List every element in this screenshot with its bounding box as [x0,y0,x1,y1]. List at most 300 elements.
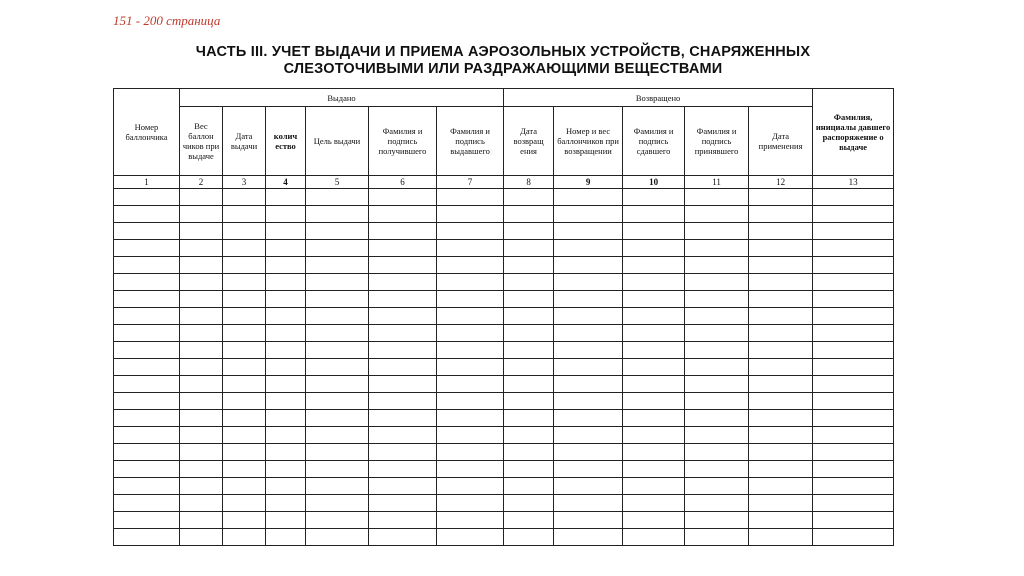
table-cell [369,461,437,478]
table-cell [554,427,623,444]
table-cell [114,257,180,274]
table-cell [437,189,504,206]
column-number: 8 [504,176,554,189]
table-cell [306,444,369,461]
col-header-2: Вес баллон чиков при выдаче [180,107,223,176]
table-cell [223,342,266,359]
table-cell [369,257,437,274]
table-cell [623,495,685,512]
table-cell [180,342,223,359]
table-cell [437,274,504,291]
table-cell [813,325,894,342]
table-cell [223,478,266,495]
table-cell [813,393,894,410]
table-cell [266,427,306,444]
table-cell [369,291,437,308]
table-cell [306,274,369,291]
table-cell [813,342,894,359]
table-cell [685,257,749,274]
table-cell [180,206,223,223]
table-cell [504,410,554,427]
table-cell [306,495,369,512]
table-cell [623,376,685,393]
column-number: 7 [437,176,504,189]
table-cell [813,495,894,512]
table-cell [685,376,749,393]
table-cell [266,529,306,546]
table-cell [180,512,223,529]
table-cell [306,325,369,342]
table-cell [437,495,504,512]
table-cell [623,512,685,529]
table-cell [623,308,685,325]
table-cell [749,478,813,495]
table-cell [114,291,180,308]
table-cell [437,308,504,325]
table-cell [306,376,369,393]
table-cell [306,359,369,376]
table-cell [266,206,306,223]
table-cell [749,189,813,206]
table-cell [180,291,223,308]
table-cell [554,393,623,410]
table-cell [623,393,685,410]
table-cell [114,495,180,512]
table-cell [180,427,223,444]
table-cell [554,257,623,274]
table-row [114,529,894,546]
table-cell [813,461,894,478]
table-cell [554,342,623,359]
table-cell [114,427,180,444]
col-header-3: Дата выдачи [223,107,266,176]
table-cell [180,529,223,546]
table-cell [504,223,554,240]
table-cell [813,223,894,240]
table-cell [504,342,554,359]
table-cell [554,291,623,308]
table-cell [813,291,894,308]
table-cell [180,189,223,206]
table-cell [623,478,685,495]
table-cell [554,240,623,257]
col-header-5: Цель выдачи [306,107,369,176]
table-row [114,461,894,478]
table-cell [306,427,369,444]
column-number: 3 [223,176,266,189]
col-header-7: Фамилия и подпись выдавшего [437,107,504,176]
table-cell [623,529,685,546]
table-cell [554,444,623,461]
table-cell [437,206,504,223]
table-cell [437,325,504,342]
table-cell [813,427,894,444]
column-number: 2 [180,176,223,189]
table-cell [437,512,504,529]
table-cell [369,274,437,291]
table-cell [114,342,180,359]
table-row [114,189,894,206]
table-cell [504,257,554,274]
table-cell [266,240,306,257]
table-cell [504,308,554,325]
table-cell [223,189,266,206]
table-cell [223,461,266,478]
table-cell [180,478,223,495]
table-cell [685,189,749,206]
table-cell [813,240,894,257]
table-cell [685,512,749,529]
table-cell [554,495,623,512]
table-cell [306,512,369,529]
table-cell [306,240,369,257]
table-cell [437,410,504,427]
table-row [114,512,894,529]
table-cell [266,410,306,427]
table-cell [813,376,894,393]
col-header-11: Фамилия и подпись принявшего [685,107,749,176]
table-cell [623,410,685,427]
table-cell [554,461,623,478]
table-cell [504,512,554,529]
table-cell [623,427,685,444]
table-cell [749,529,813,546]
table-cell [114,274,180,291]
table-cell [749,240,813,257]
column-number: 9 [554,176,623,189]
table-cell [504,325,554,342]
table-cell [306,257,369,274]
table-row [114,291,894,308]
table-cell [306,342,369,359]
table-cell [223,444,266,461]
table-cell [623,257,685,274]
table-cell [749,223,813,240]
table-cell [306,529,369,546]
group-header-returned: Возвращено [504,89,813,107]
table-row [114,427,894,444]
column-number: 1 [114,176,180,189]
table-cell [266,376,306,393]
ledger-body [114,189,894,546]
table-cell [813,410,894,427]
table-cell [369,444,437,461]
table-cell [114,325,180,342]
table-cell [369,342,437,359]
table-cell [437,478,504,495]
table-cell [306,308,369,325]
column-number: 5 [306,176,369,189]
table-cell [114,189,180,206]
col-header-9: Номер и вес баллончиков при возвращении [554,107,623,176]
col-header-10: Фамилия и подпись сдавшего [623,107,685,176]
table-cell [306,223,369,240]
table-cell [554,359,623,376]
table-row [114,393,894,410]
table-cell [623,342,685,359]
table-cell [437,257,504,274]
table-cell [223,495,266,512]
table-cell [266,359,306,376]
table-cell [813,478,894,495]
column-number: 12 [749,176,813,189]
table-cell [504,189,554,206]
table-cell [369,393,437,410]
table-cell [180,410,223,427]
page-range-label: 151 - 200 страница [113,13,221,28]
table-row [114,444,894,461]
table-cell [437,359,504,376]
table-cell [114,393,180,410]
table-cell [266,342,306,359]
table-cell [180,495,223,512]
table-cell [437,223,504,240]
table-cell [685,478,749,495]
table-cell [685,342,749,359]
table-cell [266,478,306,495]
table-cell [554,206,623,223]
table-cell [369,376,437,393]
table-cell [685,291,749,308]
title-line-1: ЧАСТЬ III. УЧЕТ ВЫДАЧИ И ПРИЕМА АЭРОЗОЛЬНЫХ УСТРОЙСТВ, СНАРЯЖЕННЫХ [195,44,811,60]
table-cell [749,427,813,444]
table-row [114,257,894,274]
table-cell [554,325,623,342]
table-cell [813,257,894,274]
table-cell [749,308,813,325]
table-cell [180,325,223,342]
col-header-4: колич ество [266,107,306,176]
table-cell [504,291,554,308]
table-cell [813,444,894,461]
table-cell [554,308,623,325]
table-cell [306,461,369,478]
table-row [114,478,894,495]
table-cell [813,189,894,206]
table-cell [623,461,685,478]
table-cell [223,308,266,325]
table-cell [369,206,437,223]
table-cell [554,478,623,495]
document-title [113,44,893,78]
table-cell [437,291,504,308]
col-header-1: Номер баллончика [114,89,180,176]
column-number: 6 [369,176,437,189]
table-cell [223,274,266,291]
table-cell [749,461,813,478]
table-cell [685,223,749,240]
col-header-13: Фамилия, инициалы давшего распоряжение о выдаче [813,89,894,176]
table-cell [223,223,266,240]
table-cell [749,410,813,427]
table-cell [369,427,437,444]
table-cell [554,189,623,206]
table-cell [223,393,266,410]
table-cell [369,240,437,257]
table-cell [504,529,554,546]
table-cell [223,359,266,376]
table-cell [685,206,749,223]
table-cell [623,444,685,461]
table-cell [114,529,180,546]
table-cell [504,461,554,478]
table-cell [369,359,437,376]
table-cell [223,376,266,393]
ledger-table [113,88,894,546]
table-cell [114,376,180,393]
table-cell [749,359,813,376]
table-row [114,359,894,376]
table-cell [554,274,623,291]
table-cell [180,223,223,240]
table-cell [180,274,223,291]
table-cell [685,410,749,427]
table-cell [180,376,223,393]
table-cell [369,478,437,495]
table-cell [749,325,813,342]
table-cell [813,308,894,325]
table-cell [813,529,894,546]
table-cell [623,240,685,257]
table-cell [504,478,554,495]
table-cell [685,427,749,444]
table-cell [623,291,685,308]
table-cell [114,223,180,240]
table-cell [504,393,554,410]
table-cell [266,223,306,240]
table-cell [437,529,504,546]
table-cell [114,512,180,529]
header-sub-row [114,107,894,176]
table-cell [180,444,223,461]
table-cell [180,393,223,410]
table-cell [266,495,306,512]
table-row [114,342,894,359]
table-cell [813,274,894,291]
table-cell [266,308,306,325]
table-cell [685,495,749,512]
table-cell [749,376,813,393]
table-cell [266,291,306,308]
table-cell [437,427,504,444]
table-cell [685,359,749,376]
table-cell [114,410,180,427]
table-cell [114,240,180,257]
table-cell [504,274,554,291]
table-cell [306,410,369,427]
table-cell [623,274,685,291]
table-cell [266,393,306,410]
col-header-8: Дата возвращ ения [504,107,554,176]
table-cell [749,512,813,529]
table-cell [623,359,685,376]
table-cell [504,376,554,393]
table-row [114,410,894,427]
table-cell [685,274,749,291]
table-cell [223,240,266,257]
table-cell [266,325,306,342]
table-cell [554,376,623,393]
table-cell [180,308,223,325]
table-cell [554,223,623,240]
table-cell [437,444,504,461]
table-cell [223,427,266,444]
table-cell [369,529,437,546]
table-row [114,308,894,325]
table-cell [306,393,369,410]
table-cell [749,257,813,274]
table-cell [504,444,554,461]
table-cell [114,461,180,478]
table-cell [369,512,437,529]
table-cell [749,393,813,410]
header-group-row [114,89,894,107]
table-row [114,223,894,240]
table-cell [114,308,180,325]
table-cell [223,529,266,546]
column-number: 13 [813,176,894,189]
table-cell [685,529,749,546]
table-cell [369,325,437,342]
table-cell [114,444,180,461]
table-cell [266,512,306,529]
table-cell [685,325,749,342]
table-cell [437,393,504,410]
table-cell [685,240,749,257]
table-cell [554,410,623,427]
table-cell [504,427,554,444]
table-cell [504,240,554,257]
table-cell [180,359,223,376]
table-cell [749,206,813,223]
table-cell [114,359,180,376]
table-cell [223,512,266,529]
table-cell [685,461,749,478]
table-cell [369,495,437,512]
table-cell [266,257,306,274]
table-row [114,325,894,342]
column-number: 10 [623,176,685,189]
table-cell [266,274,306,291]
table-cell [437,376,504,393]
table-cell [623,325,685,342]
table-cell [437,240,504,257]
table-cell [813,359,894,376]
column-number: 11 [685,176,749,189]
table-cell [369,189,437,206]
table-cell [749,291,813,308]
column-number: 4 [266,176,306,189]
table-row [114,240,894,257]
table-cell [554,512,623,529]
table-cell [306,189,369,206]
table-cell [180,461,223,478]
table-cell [266,444,306,461]
table-cell [306,206,369,223]
col-header-6: Фамилия и подпись получившего [369,107,437,176]
table-cell [223,410,266,427]
table-cell [813,512,894,529]
table-cell [369,410,437,427]
table-row [114,206,894,223]
table-cell [369,223,437,240]
table-row [114,495,894,512]
table-cell [223,291,266,308]
table-cell [749,495,813,512]
table-cell [306,478,369,495]
group-header-issued: Выдано [180,89,504,107]
table-cell [623,223,685,240]
